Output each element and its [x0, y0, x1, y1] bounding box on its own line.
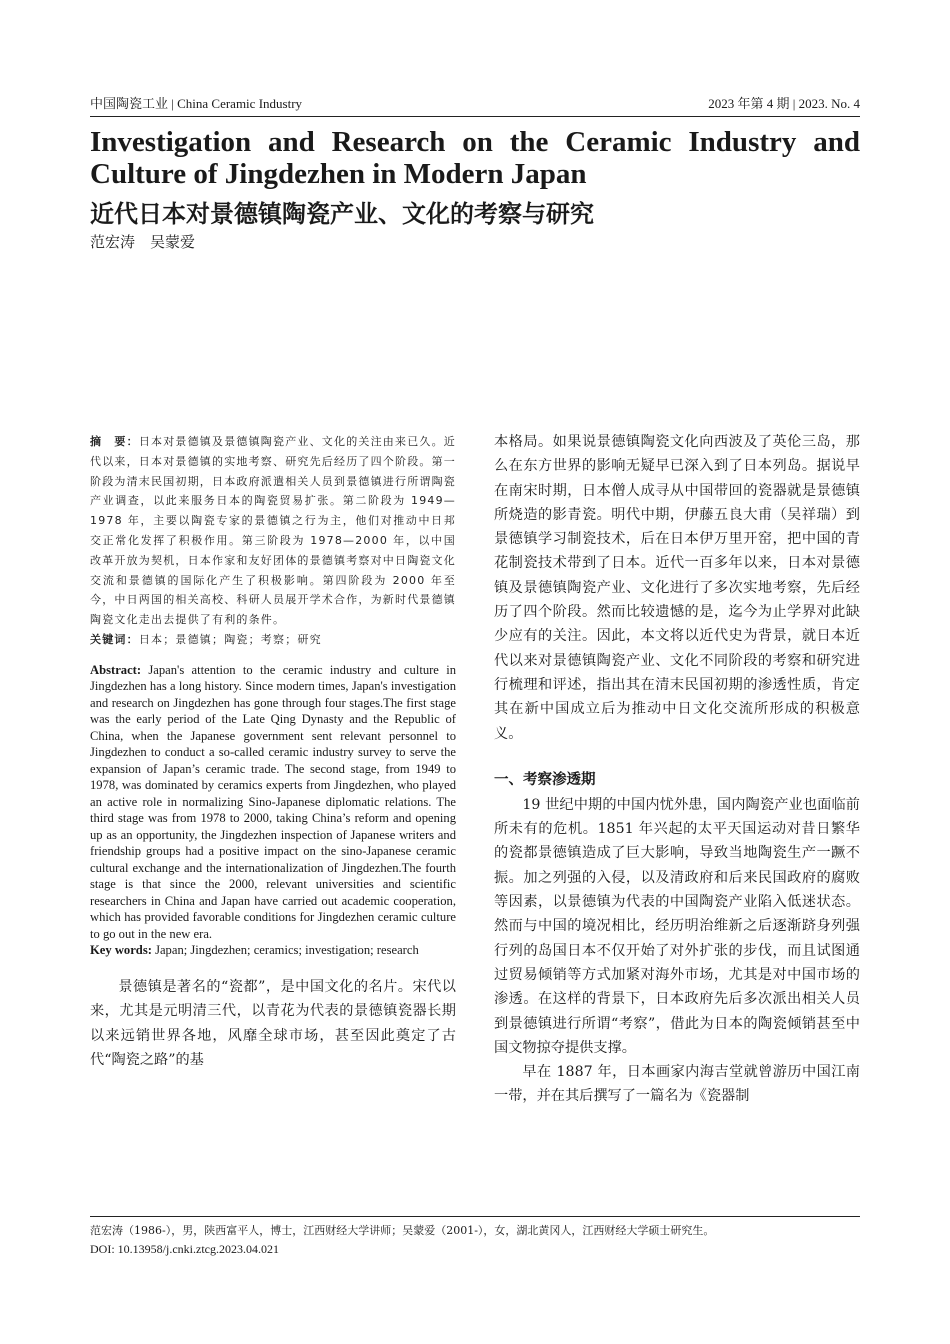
title-english: Investigation and Research on the Ceramic Industry and Culture of Jingdezhen in Modern Japan	[90, 126, 860, 190]
abstract-english-label: Abstract:	[90, 662, 142, 677]
running-header	[90, 90, 860, 117]
abstract-chinese-label: 摘 要：	[90, 435, 139, 448]
abstract-chinese-text: 日本对景德镇及景德镇陶瓷产业、文化的关注由来已久。近代以来，日本对景德镇的实地考察、研究先后经历了四个阶段。第一阶段为清末民国初期，日本政府派遣相关人员到景德镇进行所谓陶瓷产业调查，以此来服务日本的陶瓷贸易扩张。第二阶段为 1949—1978 年，主要以陶瓷专家的景德镇之行为主，他们对推动中日邦交正常化发挥了积极作用。第三阶段为 1978—2000 年，以中国改革开放为契机，日本作家和友好团体的景德镇考察对中日陶瓷文化交流和景德镇的国际化产生了积极影响。第四阶段为 2000 年至今，中日两国的相关高校、科研人员展开学术合作，为新时代景德镇陶瓷文化走出去提供了有利的条件。	[90, 435, 457, 627]
intro-paragraph: 景德镇是著名的“瓷都”，是中国文化的名片。宋代以来，尤其是元明清三代，以青花为代表的景德镇瓷器长期以来远销世界各地，风靡全球市场，甚至因此奠定了古代“陶瓷之路”的基	[90, 978, 456, 1068]
keywords-chinese-text: 日本；景德镇；陶瓷；考察；研究	[138, 632, 322, 646]
intro-paragraph-continued: 本格局。如果说景德镇陶瓷文化向西波及了英伦三岛，那么在东方世界的影响无疑早已深入到了日本列岛。据说早在南宋时期，日本僧人成寻从中国带回的瓷器就是景德镇所烧造的影青瓷。明代中期，伊藤五良大甫（吴祥瑞）到景德镇学习制瓷技术，后在日本伊万里开窑，把中国的青花制瓷技术带到了日本。近代一百多年以来，日本对景德镇及景德镇陶瓷产业、文化进行了多次实地考察，先后经历了四个阶段。然而比较遗憾的是，迄今为止学界对此缺少应有的关注。因此，本文将以近代史为背景，就日本近代以来对景德镇陶瓷产业、文化不同阶段的考察和研究进行梳理和评述，指出其在清末民国初期的渗透性质，肯定其在新中国成立后为推动中日文化交流所形成的积极意义。	[494, 434, 860, 742]
issue-number: 2023 年第 4 期 | 2023. No. 4	[708, 96, 860, 111]
section-paragraph: 19 世纪中期的中国内忧外患，国内陶瓷产业也面临前所未有的危机。1851 年兴起的太平天国运动对昔日繁华的瓷都景德镇造成了巨大影响，导致当地陶瓷生产一蹶不振。加之列强的入侵，以及清政府和后来民国政府的腐败等因素，以景德镇为代表的中国陶瓷产业陷入低迷状态。然而与中国的境况相比，经历明治维新之后逐渐跻身列强行列的岛国日本不仅开始了对外扩张的步伐，而且试图通过贸易倾销等方式加紧对海外市场，尤其是对中国市场的渗透。在这样的背景下，日本政府先后多次派出相关人员到景德镇进行所谓“考察”，借此为日本的陶瓷倾销甚至中国文物掠夺提供支撑。	[494, 796, 860, 1056]
title-chinese: 近代日本对景德镇陶瓷产业、文化的考察与研究	[90, 200, 594, 228]
journal-name: 中国陶瓷工业 | China Ceramic Industry	[90, 96, 303, 111]
authors: 范宏涛 吴蒙爱	[90, 233, 196, 251]
abstract-english	[90, 662, 456, 943]
keywords-chinese	[90, 630, 456, 649]
right-column	[494, 430, 860, 1109]
keywords-english-text: Japan; Jingdezhen; ceramics; investigation; research	[151, 943, 419, 958]
section-paragraph: 早在 1887 年，日本画家内海吉堂就曾游历中国江南一带，并在其后撰写了一篇名为《瓷器制	[494, 1064, 860, 1105]
doi: DOI: 10.13958/j.cnki.ztcg.2023.04.021	[90, 1242, 279, 1256]
abstract-chinese	[90, 432, 456, 630]
left-column	[90, 432, 456, 1072]
keywords-english	[90, 942, 456, 959]
keywords-chinese-label: 关键词：	[90, 632, 139, 646]
keywords-english-label: Key words:	[90, 943, 152, 958]
section-heading: 一、考察渗透期	[494, 771, 596, 788]
footnote-divider	[90, 1216, 860, 1217]
author-footnote: 范宏涛（1986-），男，陕西富平人，博士，江西财经大学讲师；吴蒙爱（2001-），女，湖北黄冈人，江西财经大学硕士研究生。	[90, 1224, 715, 1237]
abstract-english-text: Japan's attention to the ceramic industry and culture in Jingdezhen has a long history. Since modern times, Japan's investigation and research on Jingdezhen has gone through four stages.The first stage was the early period of the Late Qing Dynasty and the Republic of China, when the Japanese government sent relevant personnel to Jingdezhen to conduct a so-called ceramic industry survey to serve the expansion of Japan’s ceramic trade. The second stage, from 1949 to 1978, was dominated by ceramics experts from Jingdezhen, who played an active role in normalizing Sino-Japanese diplomatic relations. The third stage was from 1978 to 2000, taking China’s reform and opening up as an opportunity, the Jingdezhen inspection of Japanese writers and friendship groups had a positive impact on the sino-Japanese ceramic cultural exchange and the internationalization of Jingdezhen.The fourth stage is that since the 2000, relevant universities and scientific researchers in China and Japan have carried out academic cooperation, which has provided favorable conditions for Jingdezhen ceramic culture to go out in the new era.	[90, 662, 456, 941]
